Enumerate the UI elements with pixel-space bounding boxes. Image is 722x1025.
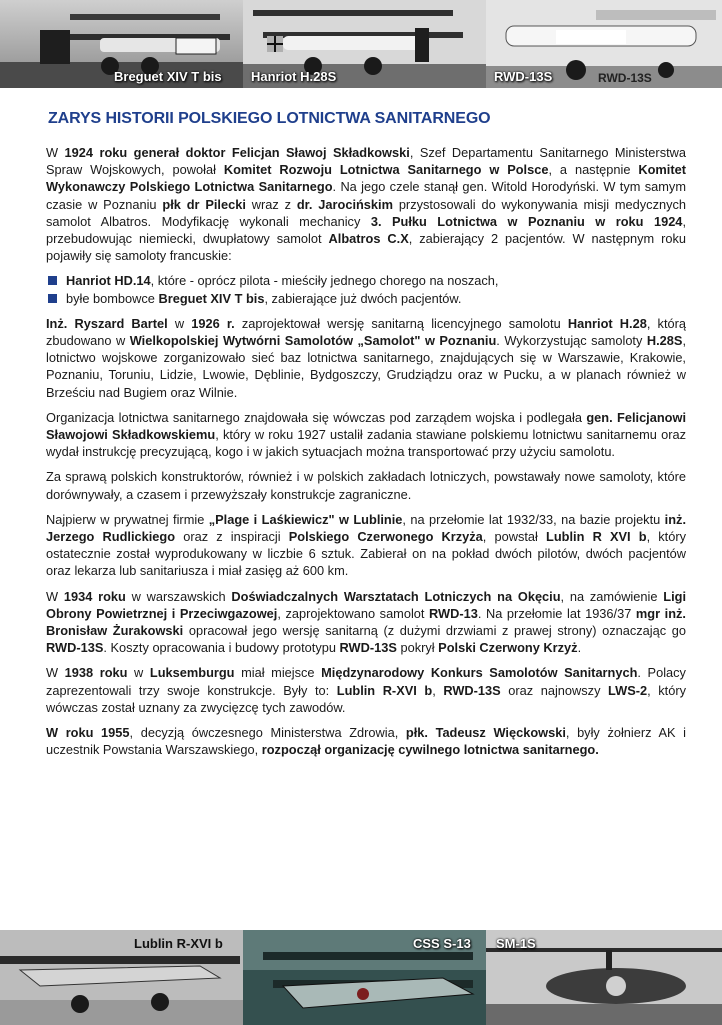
emphasis-text: Breguet XIV T bis [158,290,265,306]
emphasis-text: H.28S [646,333,683,349]
emphasis-text: Hanriot H.28 [567,315,647,331]
caption-sm1s: SM-1S [496,936,536,951]
caption-lublin: Lublin R-XVI b [134,936,223,951]
emphasis-text: rozpoczął organizację cywilnego lotnictwa sanitarnego. [261,742,599,758]
paragraph: Za sprawą polskich konstruktorów, również i w polskich zakładach lotniczych, powstawały nowe samoloty, które dorównywały, a czasem i przewyższały konstrukcje zagraniczne. [46,469,686,502]
caption-css13: CSS S-13 [413,936,471,951]
paragraph: Inż. Ryszard Bartel w 1926 r. zaprojektował wersję sanitarną licencyjnego samolotu Hanriot H.28, którą zbudowano w Wielkopolskiej Wytwórni Samolotów „Samolot" w Poznaniu. Wykorzystując samoloty H.28S, lotnictwo wojskowe zorganizowało sieć baz lotnictwa sanitarnego, znajdujących się w Warszawie, Krakowie, Poznaniu, Toruniu, Lidzie, Lwowie, Dęblinie, Bydgoszczy, Grudziądzu oraz w Pucku, a w planach również w Brześciu nad Bugiem oraz Wilnie. [46,315,687,400]
emphasis-text: Komitet Rozwoju Lotnictwa Sanitarnego w Polsce [223,162,549,178]
caption-breguet: Breguet XIV T bis [114,69,222,84]
aircraft-bullet-list [46,272,686,306]
emphasis-text: Polskiego Czerwonego Krzyża [288,529,483,545]
emphasis-text: Luksemburgu [149,665,235,681]
emphasis-text: „Plage i Laśkiewicz" w Lublinie [208,511,403,527]
history-paragraphs [46,315,686,759]
emphasis-text: Lublin R XVI b [546,529,647,545]
photo-sm1s [486,930,722,1025]
square-bullet-icon [48,276,57,285]
photo-lublin [0,930,243,1025]
emphasis-text: Polski Czerwony Krzyż [438,640,578,656]
emphasis-text: gen. Felicjanowi Sławojowi Składkowskiemu [46,409,686,443]
emphasis-text: Międzynarodowy Konkurs Samolotów Sanitarnych [321,665,638,681]
top-photo-strip [0,0,722,88]
emphasis-text: Ligi Obrony Powietrznej i Przeciwgazowej [46,588,687,621]
square-bullet-icon [48,294,57,303]
emphasis-text: inż. Jerzego Rudlickiego [46,511,686,545]
paragraph: W 1924 roku generał doktor Felicjan Sławoj Składkowski, Szef Departamentu Sanitarnego Ministerstwa Spraw Wojskowych, powołał Komitet Rozwoju Lotnictwa Sanitarnego w Polsce, a następnie Komitet Wykonawczy Polskiego Lotnictwa Sanitarnego. Na jego czele stanął gen. Witold Horodyński. W tym samym czasie w Poznaniu płk dr Pilecki wraz z dr. Jarocińskim przystosowali do wykonywania misji medycznych samolot Albatros. Modyfikację wykonali mechanicy 3. Pułku Lotnictwa w Poznaniu w roku 1924, przebudowując niemiecki, dwupłatowy samolot Albatros C.X, zabierający 2 pacjentów. W następnym roku pojawiły się samoloty francuskie: [46,145,687,264]
list-item: Hanriot HD.14, które - oprócz pilota - mieściły jednego chorego na noszach, [46,272,686,289]
emphasis-text: W roku 1955 [46,725,130,741]
emphasis-text: 1924 roku generał doktor Felicjan Sławoj Składkowski [64,145,410,160]
intro-paragraphs [46,144,686,264]
emphasis-text: 1926 r. [191,315,235,331]
photo-hanriot [243,0,486,88]
list-item: byłe bombowce Breguet XIV T bis, zabierające już dwóch pacjentów. [46,290,686,307]
paragraph: W roku 1955, decyzją ówczesnego Ministerstwa Zdrowia, płk. Tadeusz Więckowski, były żołnierz AK i uczestnik Powstania Warszawskiego, rozpoczął organizację cywilnego lotnictwa sanitarnego. [46,725,686,758]
emphasis-text: Doświadczalnych Warsztatach Lotniczych na Okęciu [231,588,561,604]
emphasis-text: Lublin R-XVI b [336,682,433,698]
photo-css13 [243,930,486,1025]
emphasis-text: Komitet Wykonawczy Polskiego Lotnictwa Sanitarnego [46,162,686,195]
emphasis-text: RWD-13S [443,682,501,698]
page-title: ZARYS HISTORII POLSKIEGO LOTNICTWA SANITARNEGO [48,110,491,127]
emphasis-text: płk dr Pilecki [162,196,246,212]
emphasis-text: Hanriot HD.14 [66,273,151,289]
emphasis-text: dr. Jarocińskim [296,196,393,212]
photo-rwd13s [486,0,722,88]
caption-rwd13s-secondary: RWD-13S [598,71,652,85]
emphasis-text: LWS-2 [608,682,648,698]
photo-breguet [0,0,243,88]
emphasis-text: płk. Tadeusz Więckowski [405,725,566,741]
emphasis-text: Inż. Ryszard Bartel [46,315,168,331]
bottom-photo-strip [0,930,722,1025]
paragraph: W 1938 roku w Luksemburgu miał miejsce Międzynarodowy Konkurs Samolotów Sanitarnych. Polacy zaprezentowali trzy swoje konstrukcje. Były to: Lublin R-XVI b, RWD-13S oraz najnowszy LWS-2, który wówczas został uznany za zwycięzcę tych zawodów. [46,665,686,715]
emphasis-text: mgr inż. Bronisław Żurakowski [46,605,686,639]
paragraph: W 1934 roku w warszawskich Doświadczalnych Warsztatach Lotniczych na Okęciu, na zamówienie Ligi Obrony Powietrznej i Przeciwgazowej, zaprojektowano samolot RWD-13. Na przełomie lat 1936/37 mgr inż. Bronisław Żurakowski opracował jego wersję sanitarną (z dużymi drzwiami z prawej strony) oznaczając go RWD-13S. Koszty opracowania i budowy prototypu RWD-13S pokrył Polski Czerwony Krzyż. [46,588,687,656]
caption-rwd13s: RWD-13S [494,69,553,84]
caption-hanriot: Hanriot H.28S [251,69,337,84]
emphasis-text: 1934 roku [63,588,126,604]
document-body [46,110,686,767]
emphasis-text: Wielkopolskiej Wytwórni Samolotów „Samolot" w Poznaniu [129,333,497,349]
paragraph: Najpierw w prywatnej firmie „Plage i Laśkiewicz" w Lublinie, na przełomie lat 1932/33, na bazie projektu inż. Jerzego Rudlickiego oraz z inspiracji Polskiego Czerwonego Krzyża, powstał Lublin R XVI b, który ostatecznie został wyprodukowany w liczbie 6 sztuk. Zabierał on na pokład dwóch pilotów, dwóch pacjentów oraz lekarza lub sanitariusza i miał zasięg aż 600 km. [46,511,686,579]
emphasis-text: RWD-13 [429,605,478,621]
emphasis-text: RWD-13S [46,640,104,656]
emphasis-text: RWD-13S [339,640,397,656]
emphasis-text: 3. Pułku Lotnictwa w Poznaniu w roku 1924 [370,213,683,229]
paragraph: Organizacja lotnictwa sanitarnego znajdowała się wówczas pod zarządem wojska i podlegała gen. Felicjanowi Sławojowi Składkowskiemu, który w roku 1927 ustalił zadania stawiane polskiemu lotnictwu sanitarnemu oraz wydał instrukcję precyzującą, kogo i w jakich sytuacjach można transportować przy użyciu samolotu. [46,409,686,460]
emphasis-text: 1938 roku [64,665,128,681]
emphasis-text: Albatros C.X [328,231,409,247]
